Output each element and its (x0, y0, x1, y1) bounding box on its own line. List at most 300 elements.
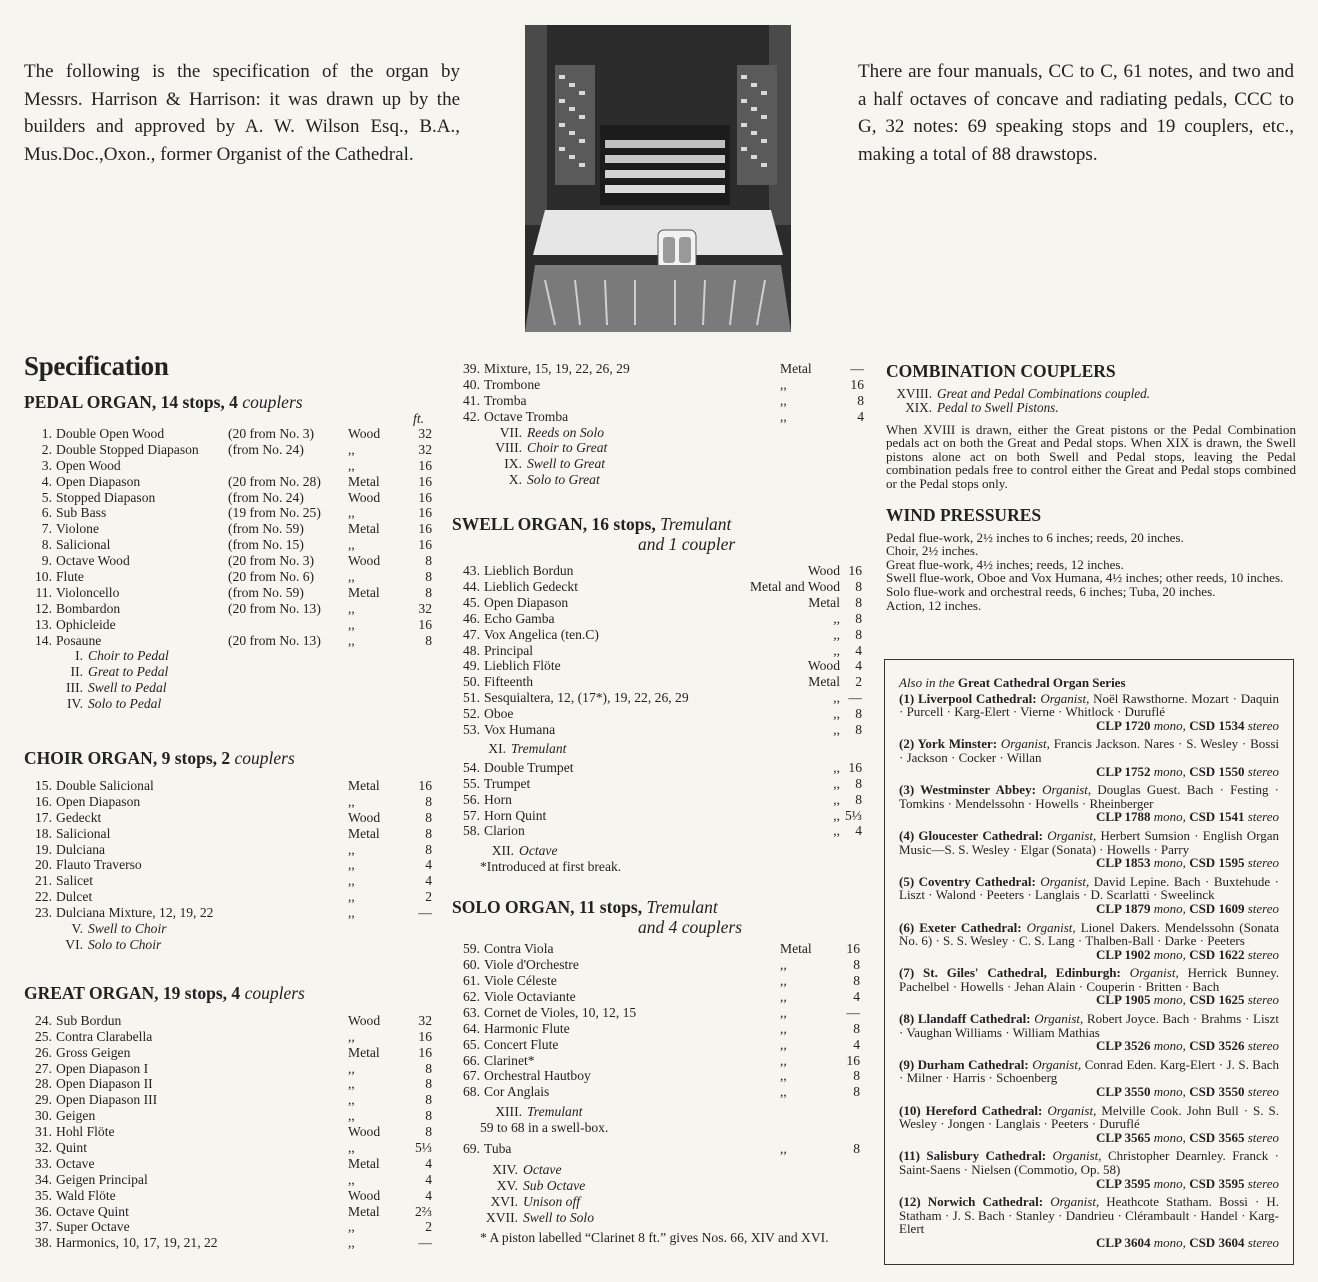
stop-pitch: 8 (425, 793, 432, 809)
stop-row (452, 579, 862, 595)
coupler-row (452, 1162, 862, 1178)
series-organist-label: Organist, (1000, 736, 1054, 752)
stop-row (24, 458, 432, 474)
stop-name: Bombardon (56, 600, 121, 616)
series-mono-number: CLP 1720 (1096, 717, 1154, 733)
stop-material: ,, (780, 392, 787, 408)
stop-material: ,, (780, 1141, 787, 1157)
stop-pitch: 8 (425, 1060, 432, 1076)
coupler-label: Swell to Choir (88, 921, 167, 937)
series-organist-name: Herbert Sumsion · (1100, 827, 1203, 843)
stop-material: ,, (348, 1171, 355, 1187)
stop-row (24, 1140, 432, 1156)
stop-number: 49. (463, 658, 480, 674)
stop-material: Wood (348, 809, 381, 825)
stop-row (24, 1172, 432, 1188)
stop-pitch: 8 (425, 1124, 432, 1140)
series-record (899, 921, 1279, 962)
stop-number: 24. (35, 1012, 52, 1028)
stop-pitch: — (418, 1235, 432, 1251)
stop-material: ,, (348, 457, 355, 473)
stop-pitch: 5⅓ (845, 807, 862, 823)
stop-material: Wood (348, 553, 381, 569)
stop-pitch: 32 (418, 1012, 432, 1028)
series-heading-italic: Also in the (899, 675, 955, 690)
stop-number: 56. (463, 791, 480, 807)
stop-number: 34. (35, 1171, 52, 1187)
series-heading-title: Great Cathedral Organ Series (957, 675, 1126, 690)
series-record-place: (7) St. Giles' Cathedral, Edinburgh: (899, 965, 1130, 981)
stop-name: Super Octave (56, 1219, 130, 1235)
stop-pitch: — (848, 690, 862, 706)
stop-row (452, 808, 862, 824)
swell-organ-title: SWELL ORGAN, 16 stops, (452, 514, 656, 535)
coupler-number: VIII. (495, 440, 522, 456)
stop-number: 57. (463, 807, 480, 823)
series-mono-number: CLP 3604 (1096, 1234, 1154, 1250)
series-stereo-label: stereo (1247, 855, 1279, 871)
great-organ-heading (24, 983, 432, 1003)
stop-number: 33. (35, 1155, 52, 1171)
stop-number: 48. (463, 642, 480, 658)
coupler-row (452, 1178, 862, 1194)
stop-material: Metal (348, 1155, 380, 1171)
series-stereo-label: stereo (1247, 763, 1279, 779)
combination-coupler-label: Great and Pedal Combinations coupled. (937, 386, 1151, 401)
coupler-row (452, 456, 862, 472)
stop-row (452, 627, 862, 643)
series-stereo-number: CSD 1541 (1189, 809, 1248, 825)
stop-source: (from No. 24) (228, 441, 304, 457)
stop-number: 1. (41, 426, 52, 441)
series-organist-label: Organist, (1026, 919, 1081, 935)
stop-name: Salicet (56, 873, 93, 889)
series-record (899, 966, 1279, 1007)
stop-name: Salicional (56, 825, 111, 841)
stop-number: 61. (463, 973, 480, 989)
stop-number: 42. (463, 408, 480, 424)
stop-name: Sesquialtera, 12, (17*), 19, 22, 26, 29 (484, 690, 689, 706)
series-catalogue (899, 1177, 1279, 1191)
stop-number: 53. (463, 722, 480, 738)
series-organist-label: Organist, (1040, 873, 1094, 889)
stop-material: ,, (780, 1004, 787, 1020)
stop-number: 69. (463, 1141, 480, 1157)
stop-number: 54. (463, 759, 480, 775)
series-mono-number: CLP 1752 (1096, 763, 1154, 779)
stop-number: 43. (463, 563, 480, 579)
stop-name: Dulciana (56, 841, 106, 857)
swell-tremulant-label: Tremulant (511, 740, 567, 756)
combination-coupler-number: XIX. (905, 399, 932, 415)
stop-name: Fifteenth (484, 674, 534, 690)
coupler-number: IV. (67, 696, 83, 712)
coupler-label: Great to Pedal (88, 664, 169, 680)
solo-coupler-list (452, 1162, 862, 1226)
series-record-works: English Organ Music—S. S. Wesley · Elgar (Sonata) · Howells · Parry (899, 827, 1280, 857)
stop-pitch: 4 (425, 1187, 432, 1203)
stop-row (24, 553, 432, 569)
swell-organ-title-italic: Tremulant (660, 514, 732, 535)
series-organist-name: Conrad Eden. (1084, 1056, 1160, 1072)
stop-name: Double Salicional (56, 778, 154, 794)
solo-tremulant (452, 1100, 862, 1120)
series-mono-number: CLP 3526 (1096, 1038, 1154, 1054)
stop-material: ,, (348, 1092, 355, 1108)
choir-coupler-list (24, 921, 432, 953)
solo-organ-title-italic: Tremulant (646, 897, 718, 918)
feet-label: ft. (413, 411, 424, 426)
stop-pitch: 8 (855, 579, 862, 595)
stop-name: Double Stopped Diapason (56, 441, 199, 457)
series-stereo-number: CSD 1550 (1189, 763, 1248, 779)
solo-tremulant-note: 59 to 68 in a swell-box. (480, 1120, 609, 1136)
stop-material: ,, (833, 690, 840, 706)
stop-material: ,, (780, 376, 787, 392)
organ-console-image (525, 25, 791, 332)
stop-row (24, 617, 432, 633)
stop-row (24, 889, 432, 905)
stop-number: 41. (463, 392, 480, 408)
stop-number: 62. (463, 988, 480, 1004)
stop-pitch: 8 (855, 594, 862, 610)
solo-tremulant-label: Tremulant (527, 1104, 583, 1120)
stop-row (24, 521, 432, 537)
stop-material: ,, (780, 1036, 787, 1052)
stop-source: (20 from No. 3) (228, 553, 315, 569)
series-record (899, 1104, 1279, 1145)
stop-name: Horn Quint (484, 807, 547, 823)
series-organist-name: Francis Jackson. (1053, 736, 1144, 752)
series-mono-label: mono, (1153, 855, 1190, 871)
stop-material: Metal (348, 1044, 380, 1060)
series-organist-name: Heathcote Statham. (1106, 1194, 1219, 1210)
stop-material: Metal (780, 941, 812, 957)
stop-material: Metal (808, 674, 840, 690)
series-organist-name: Christopher Dearnley. (1107, 1148, 1233, 1164)
stop-pitch: 8 (855, 626, 862, 642)
stop-pitch: 32 (418, 426, 432, 441)
coupler-row (452, 425, 862, 441)
stop-name: Open Diapason II (56, 1076, 153, 1092)
series-catalogue (899, 719, 1279, 733)
series-organist-name: David Lepine. (1093, 873, 1174, 889)
stop-row (24, 842, 432, 858)
stop-pitch: 8 (425, 1108, 432, 1124)
series-mono-label: mono, (1153, 992, 1190, 1008)
stop-row (452, 1053, 862, 1069)
series-mono-label: mono, (1153, 946, 1190, 962)
stop-name: Harmonics, 10, 17, 19, 21, 22 (56, 1235, 218, 1251)
stop-number: 40. (463, 376, 480, 392)
stop-number: 16. (35, 793, 52, 809)
stop-number: 12. (35, 600, 52, 616)
series-stereo-label: stereo (1247, 946, 1279, 962)
stop-number: 8. (41, 537, 52, 553)
stop-source: (20 from No. 6) (228, 569, 315, 585)
solo-stop-list-a (452, 941, 862, 1100)
stop-name: Wald Flöte (56, 1187, 116, 1203)
series-record-works: Karg-Elert · J. S. Bach · Milner · Harris · Schoenberg (899, 1056, 1280, 1086)
series-catalogue (899, 1085, 1279, 1099)
stop-pitch: 16 (418, 521, 432, 537)
stop-pitch: 2⅔ (415, 1203, 432, 1219)
series-record-works: Bossi · H. Statham · J. S. Bach · Stanley · Dandrieu · Clérambault · Handel · Karg-Elert (899, 1194, 1279, 1237)
series-stereo-number: CSD 1534 (1189, 717, 1248, 733)
stop-number: 67. (463, 1068, 480, 1084)
stop-pitch: 8 (425, 1092, 432, 1108)
series-mono-number: CLP 1853 (1096, 855, 1154, 871)
solo-organ-heading (452, 897, 862, 917)
series-catalogue (899, 856, 1279, 870)
series-organist-name: Herrick Bunney. (1187, 965, 1280, 981)
stop-name: Geigen (56, 1108, 96, 1124)
stop-pitch: 8 (425, 841, 432, 857)
pedal-organ-title: PEDAL ORGAN, 14 stops, 4 (24, 392, 238, 412)
specification-column-2 (452, 361, 862, 1245)
swell-organ-subtitle: and 1 coupler (638, 534, 736, 555)
stop-number: 32. (35, 1139, 52, 1155)
stop-row (452, 1068, 862, 1084)
stop-number: 38. (35, 1235, 52, 1251)
series-mono-label: mono, (1153, 1129, 1190, 1145)
stop-name: Double Trumpet (484, 759, 574, 775)
stop-source: (20 from No. 13) (228, 600, 321, 616)
coupler-row (452, 440, 862, 456)
stop-row (452, 643, 862, 659)
specification-column-1 (24, 350, 432, 1251)
wind-pressures-heading: WIND PRESSURES (886, 504, 1042, 525)
stop-name: Viole Octaviante (484, 988, 576, 1004)
stop-pitch: 8 (425, 1076, 432, 1092)
stop-row (452, 706, 862, 722)
series-organist-name: Robert Joyce. (1086, 1011, 1163, 1027)
stop-pitch: 4 (425, 873, 432, 889)
stop-material: ,, (833, 610, 840, 626)
stop-name: Horn (484, 791, 512, 807)
coupler-label: Swell to Great (527, 456, 606, 472)
series-catalogue (899, 993, 1279, 1007)
stop-pitch: 8 (855, 791, 862, 807)
stop-name: Hohl Flöte (56, 1124, 115, 1140)
stop-pitch: 8 (425, 553, 432, 569)
stop-pitch: 8 (425, 632, 432, 648)
solo-tremulant-number: XIII. (495, 1104, 522, 1120)
stop-number: 22. (35, 889, 52, 905)
series-mono-number: CLP 1905 (1096, 992, 1154, 1008)
stop-row (24, 1013, 432, 1029)
stop-pitch: 16 (418, 537, 432, 553)
series-organist-label: Organist, (1052, 1148, 1108, 1164)
stop-source: (from No. 24) (228, 489, 304, 505)
stop-row (24, 426, 432, 442)
stop-number: 50. (463, 674, 480, 690)
stop-material: ,, (348, 1219, 355, 1235)
stop-number: 29. (35, 1092, 52, 1108)
stop-name: Tuba (484, 1141, 512, 1157)
series-record-list (899, 692, 1279, 1250)
series-record-place: (4) Gloucester Cathedral: (899, 827, 1048, 843)
combination-coupler-row (886, 387, 1296, 401)
coupler-number: II. (70, 664, 83, 680)
series-record (899, 1149, 1279, 1190)
stop-row (24, 1076, 432, 1092)
coupler-row (24, 680, 432, 696)
coupler-label: Solo to Pedal (88, 696, 162, 712)
series-organist-label: Organist, (1047, 827, 1101, 843)
series-organist-name: Douglas Guest. (1097, 782, 1187, 798)
stop-pitch: 8 (425, 809, 432, 825)
stop-pitch: 8 (853, 957, 860, 973)
swell-tremulant-number: XI. (488, 740, 506, 756)
stop-material: ,, (348, 616, 355, 632)
stop-material: ,, (348, 1235, 355, 1251)
swell-organ-heading (452, 514, 862, 534)
coupler-label: Choir to Great (527, 440, 608, 456)
stop-material: ,, (780, 1020, 787, 1036)
stop-source: (20 from No. 28) (228, 473, 321, 489)
stop-row (24, 905, 432, 921)
series-record-works: Nares · S. Wesley · Bossi · Jackson · Cocker · Willan (899, 736, 1280, 765)
coupler-row (452, 1210, 862, 1226)
stop-number: 37. (35, 1219, 52, 1235)
stop-name: Lieblich Flöte (484, 658, 561, 674)
stop-material: Metal (808, 594, 840, 610)
combination-coupler-label: Pedal to Swell Pistons. (937, 399, 1059, 415)
series-record (899, 829, 1279, 870)
series-catalogue (899, 1131, 1279, 1145)
stop-name: Flauto Traverso (56, 857, 142, 873)
coupler-row (24, 696, 432, 712)
great-stop-list (24, 1013, 432, 1251)
series-catalogue (899, 1039, 1279, 1053)
series-organist-name: Melville Cook. (1101, 1102, 1187, 1118)
stop-number: 44. (463, 579, 480, 595)
stop-name: Harmonic Flute (484, 1020, 570, 1036)
stop-row (452, 1141, 862, 1157)
coupler-number: V. (71, 921, 83, 937)
coupler-number: XIV. (492, 1161, 518, 1177)
stop-name: Viole Céleste (484, 973, 557, 989)
stop-material: Wood (348, 1187, 381, 1203)
stop-name: Echo Gamba (484, 610, 555, 626)
series-record-place: (12) Norwich Cathedral: (899, 1194, 1051, 1210)
stop-number: 10. (35, 569, 52, 585)
solo-footnote: * A piston labelled “Clarinet 8 ft.” gives Nos. 66, XIV and XVI. (480, 1229, 829, 1245)
stop-number: 6. (41, 505, 52, 521)
stop-name: Contra Viola (484, 941, 554, 957)
stop-name: Octave (56, 1155, 95, 1171)
series-record-works: Mendelssohn (Sonata No. 6) · S. S. Wesley · C. S. Lang · Thalben-Ball · Darke · Peeters (899, 919, 1279, 949)
swell-footnote: *Introduced at first break. (480, 859, 622, 875)
stop-pitch: 8 (853, 1084, 860, 1100)
stop-pitch: 32 (418, 600, 432, 616)
series-record-place: (11) Salisbury Cathedral: (899, 1148, 1053, 1164)
stop-pitch: 8 (855, 722, 862, 738)
combination-coupler-number: XVIII. (896, 386, 932, 401)
stop-row (452, 393, 862, 409)
stop-name: Mixture, 15, 19, 22, 26, 29 (484, 361, 630, 376)
series-stereo-number: CSD 3565 (1189, 1129, 1248, 1145)
series-mono-number: CLP 1902 (1096, 946, 1154, 962)
coupler-row (452, 1194, 862, 1210)
series-organist-label: Organist, (1042, 782, 1098, 798)
series-stereo-label: stereo (1247, 992, 1279, 1008)
stop-number: 25. (35, 1028, 52, 1044)
intro-left-paragraph: The following is the specification of the organ by Messrs. Harrison & Harrison: it was drawn up by the builders and approved by A. W. Wilson Esq., B.A., Mus.Doc.,Oxon., former Organist of the Cathedral. (24, 61, 460, 165)
stop-name: Cor Anglais (484, 1084, 550, 1100)
series-stereo-number: CSD 3595 (1189, 1175, 1248, 1191)
stop-material: ,, (348, 537, 355, 553)
specification-title: Specification (24, 351, 169, 381)
stop-name: Vox Angelica (ten.C) (484, 626, 599, 642)
series-stereo-label: stereo (1247, 1038, 1279, 1054)
stop-material: Wood (348, 1124, 381, 1140)
stop-row (24, 585, 432, 601)
stop-source: (20 from No. 3) (228, 426, 315, 441)
choir-stop-list (24, 778, 432, 921)
stop-row (24, 1204, 432, 1220)
series-record-works: Pachelbel · Howells · Jehan Alain · Couperin · Britten · Bach (899, 978, 1220, 994)
coupler-label: Swell to Pedal (88, 680, 167, 696)
stop-pitch: 16 (418, 457, 432, 473)
stop-material: ,, (348, 600, 355, 616)
coupler-row (24, 921, 432, 937)
stop-source: (19 from No. 25) (228, 505, 321, 521)
stop-material: ,, (348, 1028, 355, 1044)
stop-name: Open Wood (56, 457, 121, 473)
stop-row (24, 1108, 432, 1124)
series-record (899, 783, 1279, 824)
series-mono-label: mono, (1153, 1084, 1190, 1100)
series-organist-name: Noël Rawsthorne. (1093, 690, 1192, 706)
series-mono-label: mono, (1153, 809, 1190, 825)
stop-name: Principal (484, 642, 534, 658)
great-stop-list-continued (452, 361, 862, 425)
stop-pitch: 32 (418, 441, 432, 457)
series-stereo-label: stereo (1247, 900, 1279, 916)
stop-number: 14. (35, 632, 52, 648)
stop-pitch: 8 (853, 1141, 860, 1157)
stop-material: Wood (807, 658, 840, 674)
stop-row (24, 1029, 432, 1045)
series-stereo-label: stereo (1247, 717, 1279, 733)
stop-row (24, 1235, 432, 1251)
stop-material: ,, (780, 957, 787, 973)
stop-pitch: 16 (418, 1044, 432, 1060)
stop-row (452, 1021, 862, 1037)
stop-row (24, 1124, 432, 1140)
stop-pitch: 8 (857, 392, 864, 408)
combination-coupler-list (886, 387, 1296, 415)
stop-row (24, 1188, 432, 1204)
wind-pressure-line: Solo flue-work and orchestral reeds, 6 inches; Tuba, 20 inches. (886, 583, 1216, 599)
pedal-organ-title-italic: couplers (242, 392, 303, 412)
stop-number: 46. (463, 610, 480, 626)
stop-row (24, 569, 432, 585)
stop-number: 47. (463, 626, 480, 642)
stop-pitch: 4 (857, 408, 864, 424)
stop-pitch: 4 (855, 642, 862, 658)
stop-row (452, 595, 862, 611)
coupler-label: Unison off (523, 1193, 581, 1209)
coupler-number: I. (75, 648, 83, 664)
intro-right-paragraph: There are four manuals, CC to C, 61 notes, and two and a half octaves of concave and radiating pedals, CCC to G, 32 notes: 69 speaking stops and 19 couplers, etc., making a total of 88 drawstops. (858, 61, 1294, 165)
stop-name: Octave Wood (56, 553, 130, 569)
stop-number: 15. (35, 778, 52, 794)
series-heading (899, 676, 1279, 690)
stop-row (452, 658, 862, 674)
